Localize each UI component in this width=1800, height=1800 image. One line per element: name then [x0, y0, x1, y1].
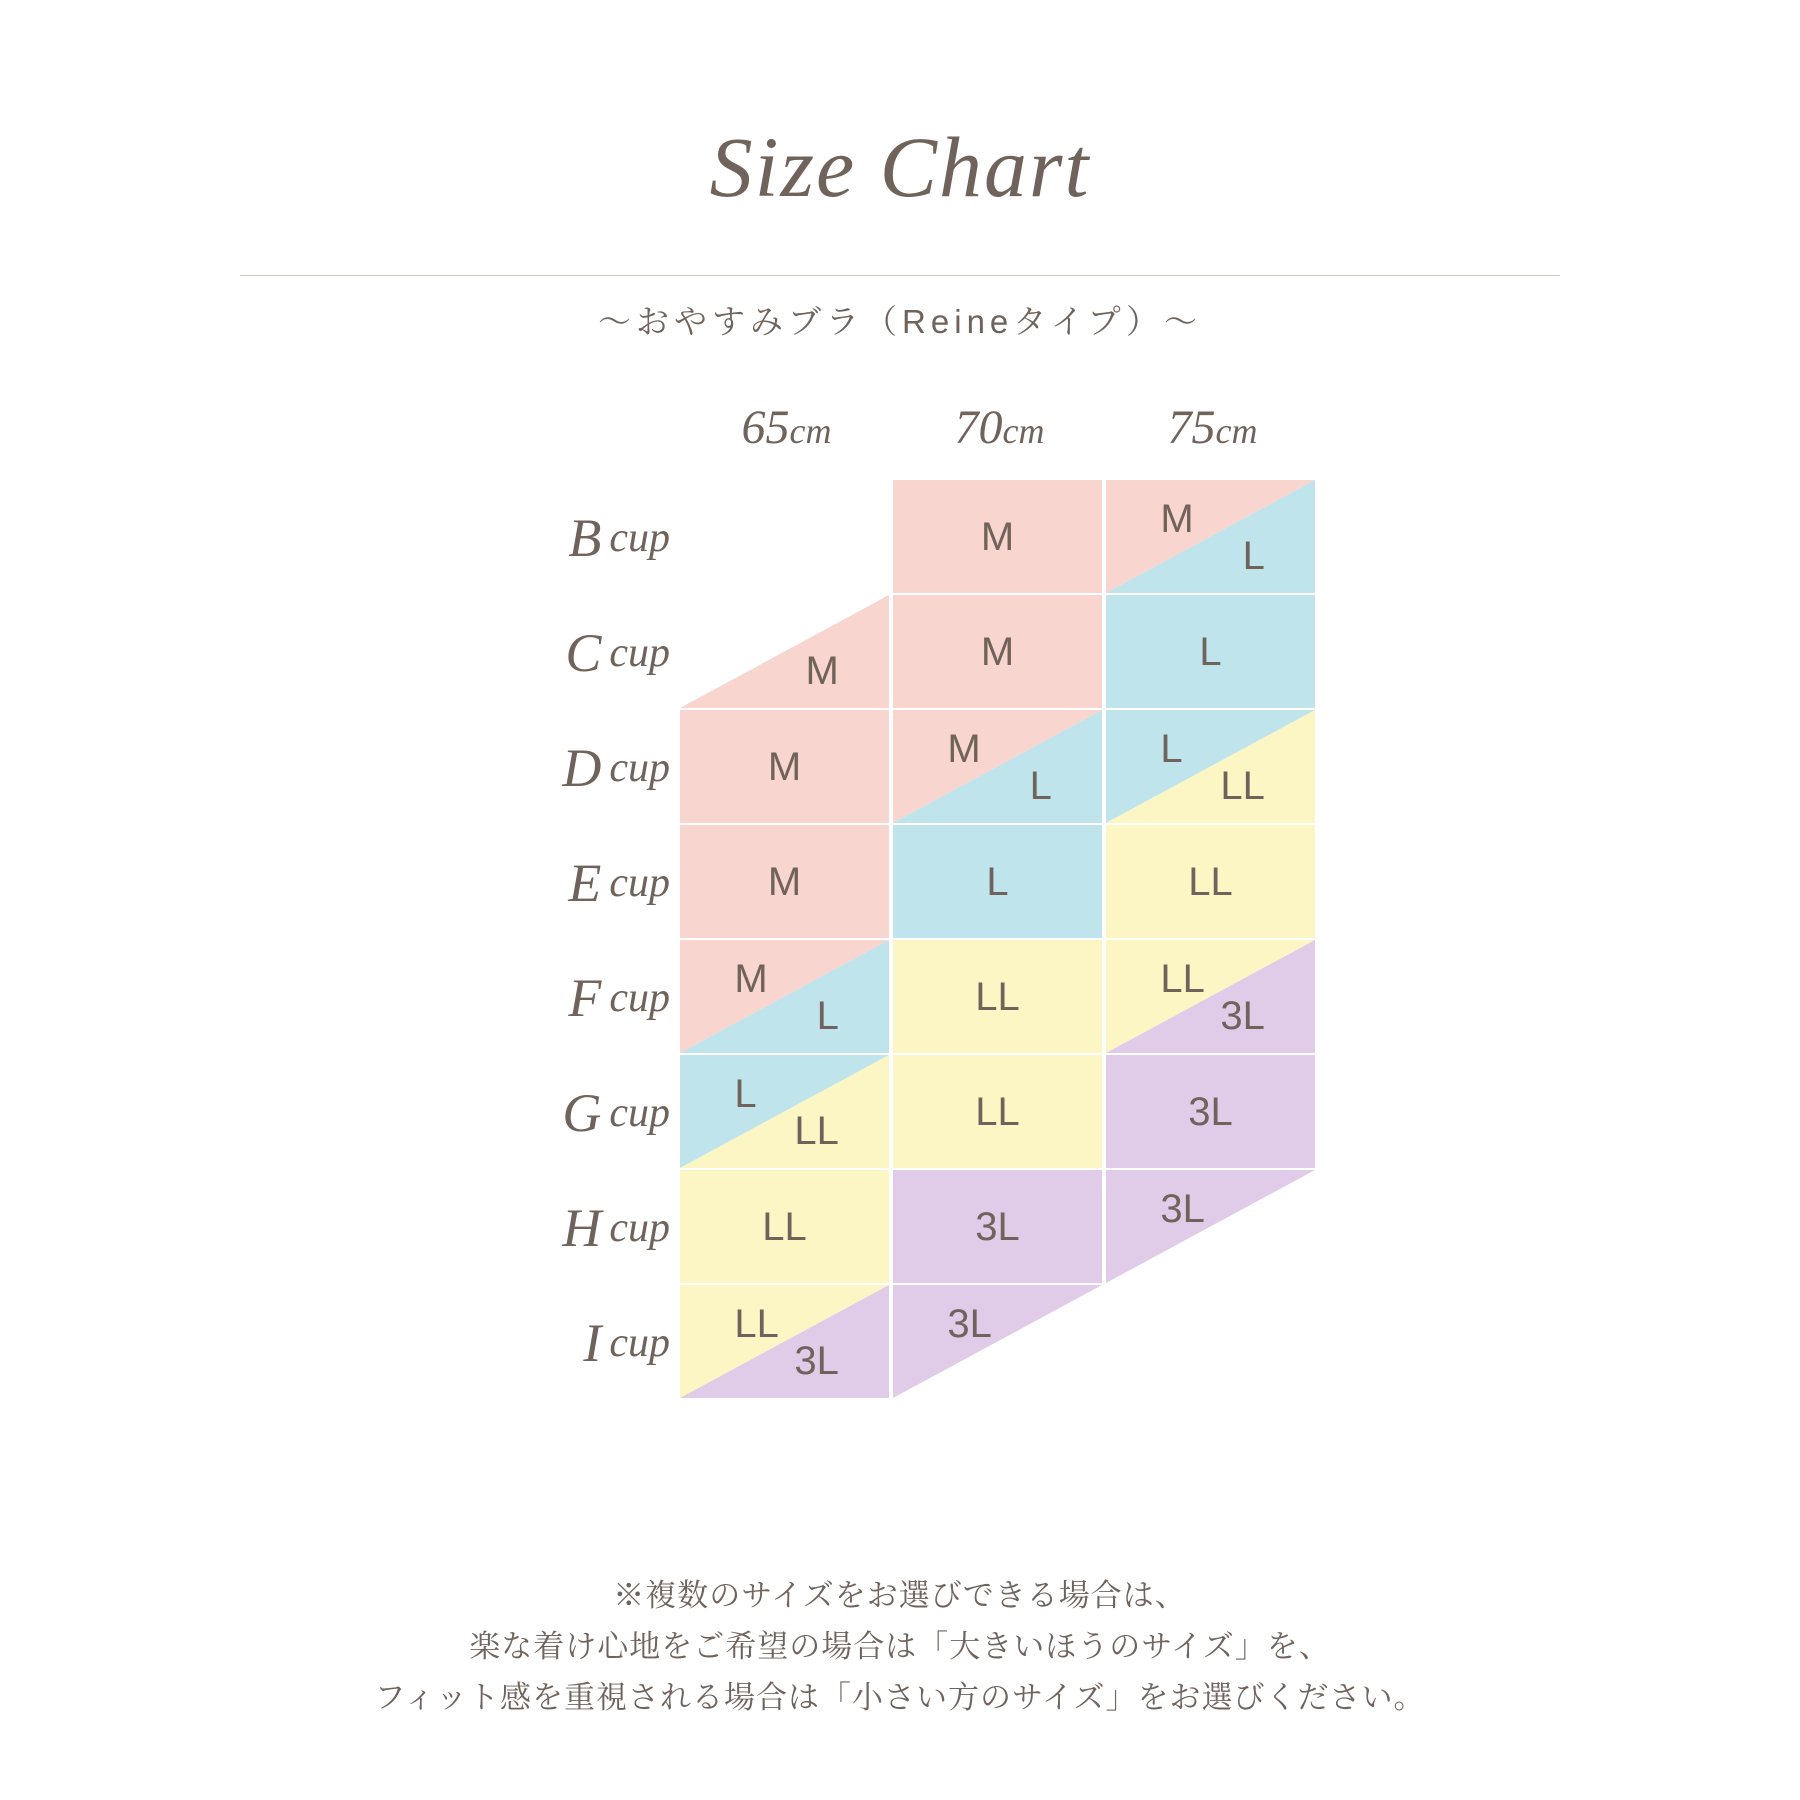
size-cell-F-65cm — [680, 940, 889, 1053]
cell-size-label: LL — [975, 974, 1020, 1019]
cell-size-label: M — [734, 957, 768, 1002]
table-row — [500, 940, 1320, 1055]
column-header-70cm — [893, 400, 1106, 455]
column-header-65cm — [680, 400, 893, 455]
column-header-unit: cm — [789, 411, 832, 451]
size-cell-G-75cm — [1106, 1055, 1315, 1168]
row-label-G-cup — [500, 1055, 670, 1170]
size-cell-B-75cm — [1106, 480, 1315, 593]
footnote-line-1: ※複数のサイズをお選びできる場合は、 — [613, 1578, 1187, 1613]
cell-size-label: L — [734, 1072, 757, 1117]
table-row — [500, 710, 1320, 825]
cell-size-label: M — [767, 859, 802, 904]
column-header-unit: cm — [1215, 411, 1258, 451]
cell-size-label: LL — [794, 1109, 839, 1154]
table-row — [500, 595, 1320, 710]
size-cell-C-65cm — [680, 595, 889, 708]
page-title: Size Chart — [709, 119, 1091, 215]
table-row — [500, 1055, 1320, 1170]
cell-size-label: 3L — [975, 1204, 1020, 1249]
row-label-word: cup — [609, 514, 670, 561]
cell-size-label: LL — [734, 1302, 779, 1347]
row-label-letter: C — [565, 622, 602, 683]
size-cell-I-75cm — [1106, 1285, 1315, 1398]
row-label-word: cup — [609, 974, 670, 1021]
cell-size-label: M — [980, 629, 1015, 674]
row-label-I-cup — [500, 1285, 670, 1400]
size-cell-B-70cm — [893, 480, 1102, 593]
cell-size-label: L — [1160, 727, 1183, 772]
column-header-value: 65 — [741, 401, 790, 454]
cell-fill-lower — [680, 595, 889, 708]
row-label-E-cup — [500, 825, 670, 940]
size-grid — [500, 400, 1320, 1400]
page-subtitle: 〜おやすみブラ（Reineタイプ）〜 — [598, 303, 1202, 340]
size-cell-C-75cm — [1106, 595, 1315, 708]
row-cells — [680, 1055, 1320, 1170]
size-cell-G-70cm — [893, 1055, 1102, 1168]
cell-size-label: M — [767, 744, 802, 789]
cell-size-label: M — [805, 649, 839, 694]
cell-size-label: 3L — [794, 1339, 839, 1384]
size-cell-H-75cm — [1106, 1170, 1315, 1283]
size-cell-D-70cm — [893, 710, 1102, 823]
cell-size-label: 3L — [1160, 1187, 1205, 1232]
row-label-word: cup — [609, 859, 670, 906]
row-cells — [680, 595, 1320, 710]
cell-size-label: M — [980, 514, 1015, 559]
size-cell-F-70cm — [893, 940, 1102, 1053]
cell-size-label: L — [1242, 534, 1265, 579]
column-headers — [680, 400, 1320, 480]
row-cells — [680, 480, 1320, 595]
row-label-word: cup — [609, 1089, 670, 1136]
column-header-value: 70 — [954, 401, 1003, 454]
cell-fill-upper — [1106, 1170, 1315, 1283]
size-cell-F-75cm — [1106, 940, 1315, 1053]
column-header-unit: cm — [1002, 411, 1045, 451]
table-row — [500, 1170, 1320, 1285]
size-cell-G-65cm — [680, 1055, 889, 1168]
footnote-line-2: 楽な着け心地をご希望の場合は「大きいほうのサイズ」を、 — [469, 1629, 1331, 1665]
cell-size-label: 3L — [947, 1302, 992, 1347]
footnote — [0, 1570, 1800, 1723]
row-label-C-cup — [500, 595, 670, 710]
cell-size-label: 3L — [1220, 994, 1265, 1039]
size-cell-H-70cm — [893, 1170, 1102, 1283]
table-row — [500, 1285, 1320, 1400]
cell-size-label: L — [816, 994, 839, 1039]
size-cell-C-70cm — [893, 595, 1102, 708]
row-label-word: cup — [609, 744, 670, 791]
row-label-letter: H — [562, 1197, 602, 1258]
cell-size-label: L — [1029, 764, 1052, 809]
size-cell-E-65cm — [680, 825, 889, 938]
row-label-word: cup — [609, 1204, 670, 1251]
row-label-D-cup — [500, 710, 670, 825]
cell-size-label: LL — [762, 1204, 807, 1249]
size-cell-D-75cm — [1106, 710, 1315, 823]
cell-fill-upper — [893, 1285, 1102, 1398]
row-label-letter: E — [568, 852, 602, 913]
size-cell-I-65cm — [680, 1285, 889, 1398]
size-cell-D-65cm — [680, 710, 889, 823]
row-label-word: cup — [609, 629, 670, 676]
size-cell-H-65cm — [680, 1170, 889, 1283]
row-label-B-cup — [500, 480, 670, 595]
title-block — [0, 120, 1800, 215]
row-cells — [680, 825, 1320, 940]
row-cells — [680, 1170, 1320, 1285]
size-cell-E-70cm — [893, 825, 1102, 938]
cell-size-label: L — [986, 859, 1009, 904]
row-label-word: cup — [609, 1319, 670, 1366]
row-label-letter: G — [562, 1082, 602, 1143]
row-label-letter: I — [583, 1312, 602, 1373]
cell-size-label: M — [1160, 497, 1194, 542]
row-label-letter: B — [568, 507, 602, 568]
cell-size-label: LL — [1160, 957, 1205, 1002]
size-cell-I-70cm — [893, 1285, 1102, 1398]
column-header-value: 75 — [1167, 401, 1216, 454]
grid-rows — [500, 480, 1320, 1400]
cell-size-label: LL — [975, 1089, 1020, 1134]
cell-size-label: M — [947, 727, 981, 772]
table-row — [500, 480, 1320, 595]
cell-size-label: 3L — [1188, 1089, 1233, 1134]
row-label-letter: F — [568, 967, 602, 1028]
row-cells — [680, 710, 1320, 825]
row-label-letter: D — [562, 737, 602, 798]
cell-size-label: L — [1199, 629, 1222, 674]
table-row — [500, 825, 1320, 940]
cell-size-label: LL — [1188, 859, 1233, 904]
column-header-75cm — [1106, 400, 1319, 455]
title-divider — [240, 275, 1560, 276]
size-cell-B-65cm — [680, 480, 889, 593]
row-label-F-cup — [500, 940, 670, 1055]
cell-size-label: LL — [1220, 764, 1265, 809]
row-cells — [680, 1285, 1320, 1400]
size-cell-E-75cm — [1106, 825, 1315, 938]
row-cells — [680, 940, 1320, 1055]
footnote-line-3: フィット感を重視される場合は「小さい方のサイズ」をお選びください。 — [374, 1680, 1426, 1716]
row-label-H-cup — [500, 1170, 670, 1285]
